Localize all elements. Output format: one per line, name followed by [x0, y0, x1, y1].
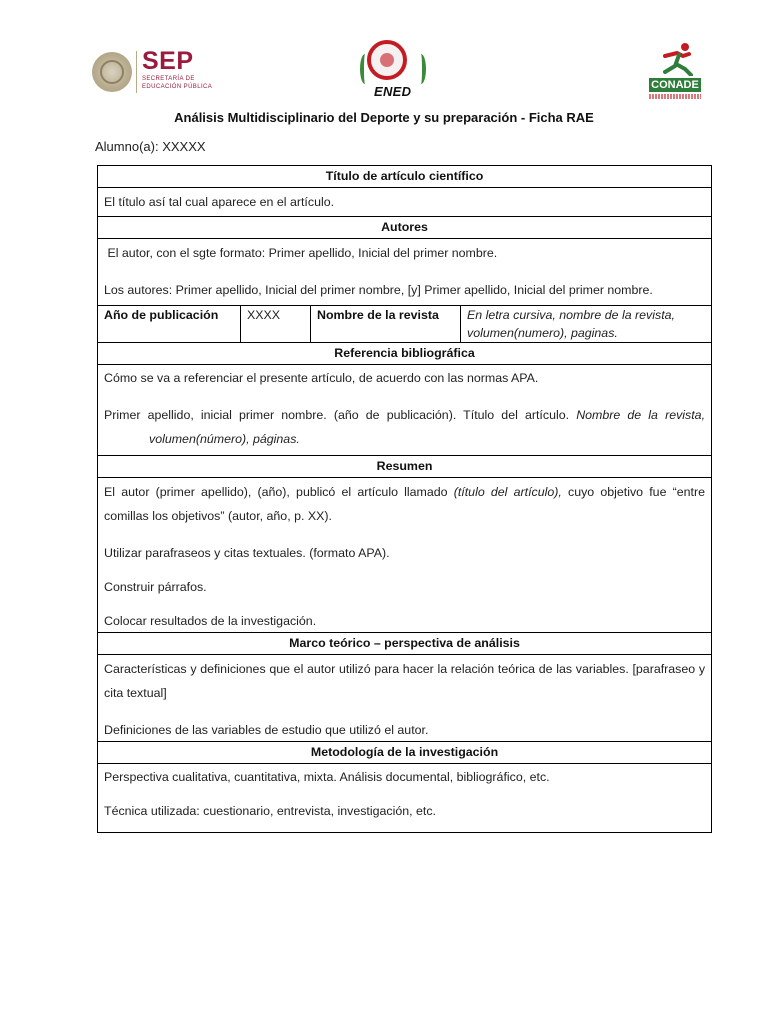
resumen-p1-a: El autor (primer apellido), (año), publicó el artículo llamado — [104, 485, 454, 499]
resumen-p4: Colocar resultados de la investigación. — [104, 614, 317, 628]
metodologia-heading: Metodología de la investigación — [98, 742, 712, 764]
ened-logo — [360, 38, 428, 102]
ened-logo-word: ENED — [374, 84, 412, 99]
section-heading-row — [98, 343, 712, 365]
autores-line1: El autor, con el sgte formato: Primer apellido, Inicial del primer nombre. — [104, 246, 498, 260]
section-content-row — [98, 365, 712, 456]
referencia-line2-italic: Nombre de la revista, volumen(número), páginas. — [149, 408, 706, 446]
logo-divider — [136, 51, 137, 93]
titulo-text: El título así tal cual aparece en el artículo. — [104, 195, 335, 209]
section-heading-row — [98, 633, 712, 655]
marco-heading: Marco teórico – perspectiva de análisis — [98, 633, 712, 655]
sep-logo-line2: EDUCACIÓN PÚBLICA — [142, 83, 213, 90]
section-content-row — [98, 239, 712, 306]
marco-p1: Características y definiciones que el autor utilizó para hacer la relación teórica de las variables. [parafraseo y cita textual] — [104, 662, 706, 700]
sep-logo-line1: SECRETARÍA DE — [142, 76, 195, 82]
section-heading-row — [98, 742, 712, 764]
autores-heading: Autores — [98, 217, 712, 239]
mexico-seal-icon — [92, 52, 132, 92]
sep-logo — [92, 47, 213, 96]
runner-icon — [659, 42, 695, 76]
document-title: Análisis Multidisciplinario del Deporte y su preparación - Ficha RAE — [174, 110, 594, 125]
resumen-content — [98, 478, 712, 633]
laurel-right-icon — [416, 54, 426, 84]
titulo-heading: Título de artículo científico — [98, 166, 712, 188]
conade-logo — [645, 42, 707, 102]
referencia-line2-plain: Primer apellido, inicial primer nombre. (año de publicación). Título del artículo. — [104, 408, 577, 422]
section-content-row — [98, 188, 712, 217]
resumen-p3: Construir párrafos. — [104, 580, 207, 594]
resumen-p1 — [104, 480, 705, 528]
rae-table — [97, 165, 712, 833]
year-label: Año de publicación — [98, 306, 241, 343]
referencia-heading: Referencia bibliográfica — [98, 343, 712, 365]
metodologia-p2: Técnica utilizada: cuestionario, entrevista, investigación, etc. — [104, 804, 436, 818]
sep-logo-subtitle — [142, 76, 212, 91]
ened-emblem-icon — [367, 40, 407, 80]
resumen-heading: Resumen — [98, 456, 712, 478]
conade-logo-word: CONADE — [649, 78, 701, 92]
marco-content — [98, 655, 712, 742]
section-content-row — [98, 478, 712, 633]
section-heading-row — [98, 217, 712, 239]
journal-value: En letra cursiva, nombre de la revista, volumen(numero), paginas. — [461, 306, 712, 343]
metodologia-content — [98, 764, 712, 833]
referencia-line1: Cómo se va a referenciar el presente artículo, de acuerdo con las normas APA. — [104, 371, 539, 385]
sep-logo-word: SEP — [142, 47, 194, 75]
autores-content — [98, 239, 712, 306]
journal-label: Nombre de la revista — [311, 306, 461, 343]
resumen-p1-italic: (título del artículo), — [453, 485, 562, 499]
year-value: XXXX — [241, 306, 311, 343]
resumen-p2: Utilizar parafraseos y citas textuales. (formato APA). — [104, 546, 390, 560]
conade-logo-subtitle — [649, 94, 701, 99]
section-content-row — [98, 655, 712, 742]
referencia-content — [98, 365, 712, 456]
autores-line2: Los autores: Primer apellido, Inicial del primer nombre, [y] Primer apellido, Inicial del primer nombre. — [104, 283, 653, 297]
titulo-content — [98, 188, 712, 217]
section-content-row — [98, 764, 712, 833]
resumen-p1-b: cuyo objetivo fue “entre comillas los objetivos” (autor, año, p. XX). — [104, 485, 706, 523]
section-heading-row — [98, 166, 712, 188]
publication-row — [98, 306, 712, 343]
section-heading-row — [98, 456, 712, 478]
metodologia-p1: Perspectiva cualitativa, cuantitativa, mixta. Análisis documental, bibliográfico, etc. — [104, 770, 550, 784]
marco-p2: Definiciones de las variables de estudio que utilizó el autor. — [104, 723, 429, 737]
referencia-line2 — [104, 403, 705, 451]
student-name: Alumno(a): XXXXX — [95, 139, 206, 154]
